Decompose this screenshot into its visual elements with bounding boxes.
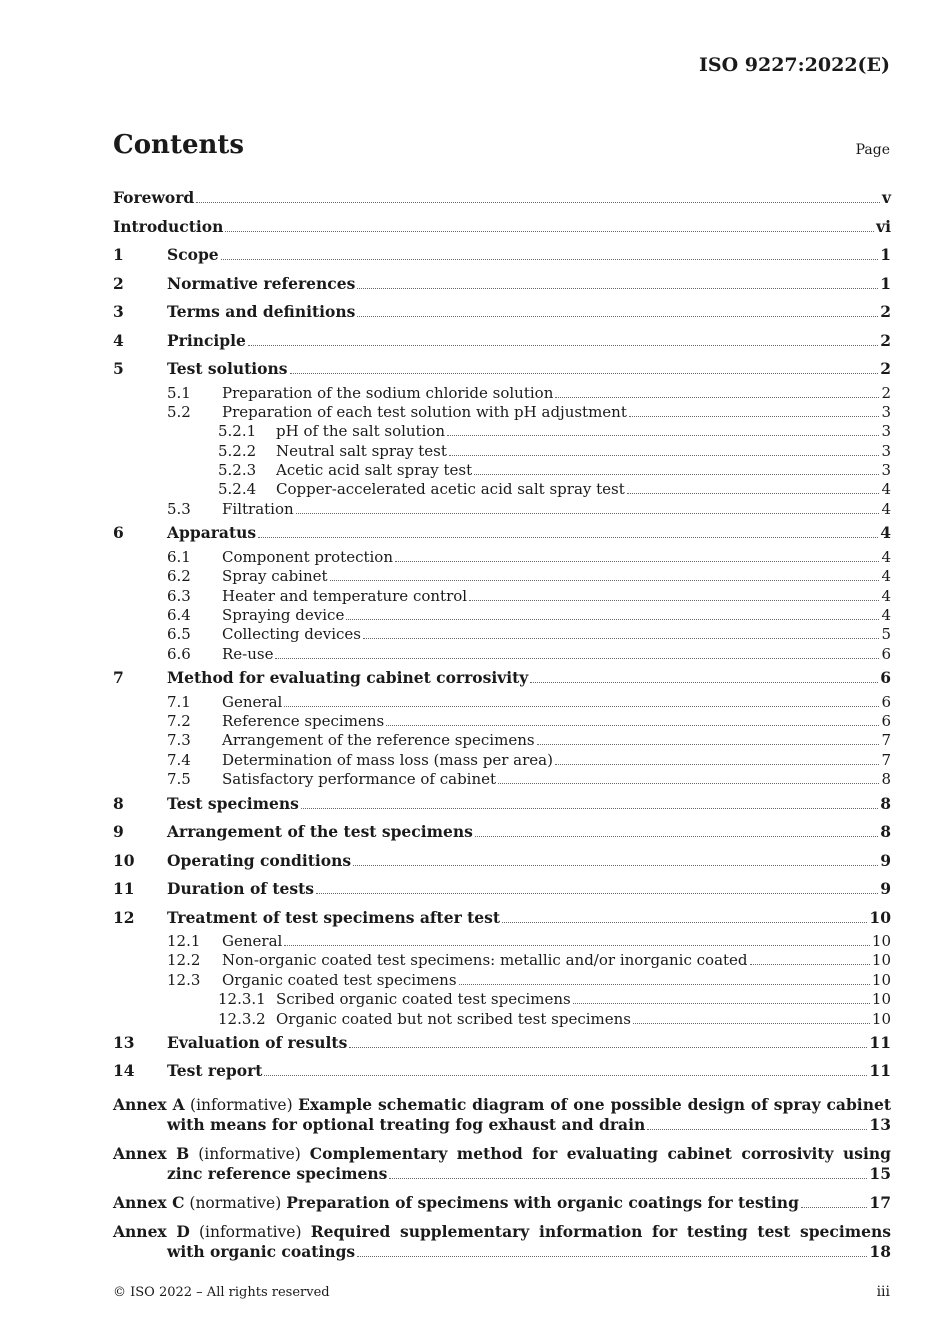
toc-entry-title: Apparatus xyxy=(167,523,257,543)
annex-label: Annex B xyxy=(113,1143,190,1163)
dot-leader xyxy=(258,537,878,538)
dot-leader xyxy=(386,725,879,726)
dot-leader xyxy=(330,580,880,581)
toc-entry-number: 5.2.4 xyxy=(218,480,257,499)
toc-entry-title: Test solutions xyxy=(167,359,288,378)
dot-leader xyxy=(537,744,880,745)
toc-entry-number: 6 xyxy=(113,523,124,543)
dot-leader xyxy=(357,316,878,317)
toc-entry-title: Filtration xyxy=(222,499,294,518)
toc-entry-page: 5 xyxy=(881,625,891,644)
dot-leader xyxy=(284,706,879,707)
toc-entry-number: 5.2.3 xyxy=(218,461,257,480)
toc-entry-title: Test report xyxy=(167,1061,263,1081)
dot-leader xyxy=(447,435,879,436)
toc-entry-page: 3 xyxy=(881,422,891,441)
toc-entry-page: 9 xyxy=(880,879,891,899)
annex-page: 15 xyxy=(869,1164,891,1184)
toc-entry[interactable] xyxy=(113,625,891,644)
toc-entry-number: 12.3 xyxy=(167,970,201,989)
toc-entry-title: Heater and temperature control xyxy=(222,586,468,605)
toc-entry[interactable] xyxy=(113,355,891,384)
toc-entry-title: Duration of tests xyxy=(167,879,315,899)
dot-leader xyxy=(395,561,879,562)
toc-entry-title: General xyxy=(222,692,283,711)
toc-entry-title: Organic coated but not scribed test specimens xyxy=(276,1009,631,1028)
toc-entry-page: 3 xyxy=(881,461,891,480)
annex-title-line2-row xyxy=(113,1115,891,1134)
table-of-contents xyxy=(113,184,891,1262)
toc-entry-title: Normative references xyxy=(167,273,356,293)
annex-heading-line xyxy=(113,1193,891,1213)
toc-entry[interactable] xyxy=(113,461,891,480)
toc-entry-page: 6 xyxy=(880,668,891,688)
dot-leader xyxy=(357,288,878,289)
dot-leader xyxy=(555,397,879,398)
toc-entry-title: Re-use xyxy=(222,644,274,663)
annex-type: (informative) xyxy=(198,1144,301,1163)
toc-entry-number: 7.2 xyxy=(167,711,191,730)
toc-entry-title: Method for evaluating cabinet corrosivity xyxy=(167,668,529,688)
dot-leader xyxy=(573,1003,870,1004)
toc-entry[interactable] xyxy=(113,548,891,567)
dot-leader xyxy=(284,945,870,946)
page-number: iii xyxy=(876,1284,890,1300)
toc-entry-title: Determination of mass loss (mass per area) xyxy=(222,750,553,769)
page-column-label: Page xyxy=(855,142,890,158)
toc-entry-page: 4 xyxy=(881,605,891,624)
toc-entry-title: pH of the salt solution xyxy=(276,422,446,441)
annex-title-line2-row xyxy=(113,1242,891,1261)
toc-entry[interactable] xyxy=(113,645,891,664)
annex-title-line2-row xyxy=(113,1164,891,1183)
toc-entry[interactable] xyxy=(113,500,891,519)
annex-label: Annex A xyxy=(113,1094,185,1114)
toc-entry-number: 5.2.2 xyxy=(218,441,257,460)
toc-entry-title: Evaluation of results xyxy=(167,1032,348,1052)
dot-leader xyxy=(357,1256,867,1257)
toc-entry-title: Non-organic coated test specimens: metallic and/or inorganic coated xyxy=(222,951,748,970)
toc-entry-number: 7.5 xyxy=(167,770,191,789)
toc-annex-entry[interactable] xyxy=(113,1095,891,1135)
annex-type: (informative) xyxy=(190,1095,293,1114)
toc-entry-page: 6 xyxy=(881,692,891,711)
toc-entry[interactable] xyxy=(113,606,891,625)
toc-entry[interactable] xyxy=(113,213,891,242)
toc-entry-title: Organic coated test specimens xyxy=(222,970,457,989)
toc-entry-number: 7.1 xyxy=(167,692,191,711)
toc-entry-page: 6 xyxy=(881,711,891,730)
toc-entry[interactable] xyxy=(113,971,891,990)
toc-entry-number: 5.2.1 xyxy=(218,422,257,441)
toc-entry-page: 10 xyxy=(871,970,891,989)
toc-entry-number: 6.2 xyxy=(167,567,191,586)
toc-entry-title: Neutral salt spray test xyxy=(276,441,447,460)
toc-entry-number: 7.3 xyxy=(167,731,191,750)
toc-entry-title: Operating conditions xyxy=(167,850,352,870)
toc-entry-title: Foreword xyxy=(113,188,195,207)
toc-entry-number: 3 xyxy=(113,302,124,321)
dot-leader xyxy=(349,1047,867,1048)
dot-leader xyxy=(647,1129,867,1130)
toc-entry-number: 6.6 xyxy=(167,644,191,663)
dot-leader xyxy=(196,202,880,203)
toc-entry-title: Spraying device xyxy=(222,605,345,624)
toc-entry-page: 9 xyxy=(880,850,891,870)
toc-entry-number: 12.3.2 xyxy=(218,1009,266,1028)
toc-entry-number: 6.3 xyxy=(167,586,191,605)
toc-entry-page: 7 xyxy=(881,731,891,750)
toc-entry-number: 7.4 xyxy=(167,750,191,769)
toc-entry-page: 4 xyxy=(881,586,891,605)
toc-entry[interactable] xyxy=(113,751,891,770)
dot-leader xyxy=(389,1178,867,1179)
toc-entry-title: Arrangement of the test specimens xyxy=(167,822,473,842)
toc-entry-title: Arrangement of the reference specimens xyxy=(222,731,535,750)
dot-leader xyxy=(469,600,879,601)
toc-entry[interactable] xyxy=(113,847,891,876)
dot-leader xyxy=(627,493,880,494)
toc-entry-number: 5.1 xyxy=(167,383,191,402)
dot-leader xyxy=(633,1023,870,1024)
toc-entry-title: Acetic acid salt spray test xyxy=(276,461,473,480)
toc-entry-page: 8 xyxy=(880,793,891,813)
dot-leader xyxy=(459,984,870,985)
dot-leader xyxy=(290,373,879,374)
toc-entry-number: 12.1 xyxy=(167,932,201,951)
toc-entry-title: Collecting devices xyxy=(222,625,361,644)
toc-entry-number: 4 xyxy=(113,330,124,350)
annex-title-line1: Complementary method for evaluating cabinet corrosivity using xyxy=(309,1143,891,1163)
toc-entry[interactable] xyxy=(113,442,891,461)
toc-entry[interactable] xyxy=(113,664,891,693)
toc-entry[interactable] xyxy=(113,712,891,731)
annex-page: 18 xyxy=(869,1242,891,1262)
toc-entry-page: 1 xyxy=(880,245,891,264)
annex-heading-line xyxy=(113,1144,891,1164)
toc-entry-page: 3 xyxy=(881,441,891,460)
toc-entry[interactable] xyxy=(113,422,891,441)
toc-entry[interactable] xyxy=(113,1010,891,1029)
toc-entry-number: 10 xyxy=(113,850,135,870)
annex-title-line2: with means for optional treating fog exhaust and drain xyxy=(167,1115,646,1135)
toc-entry-page: vi xyxy=(876,216,891,236)
toc-entry-title: Reference specimens xyxy=(222,711,385,730)
toc-entry-title: Scribed organic coated test specimens xyxy=(276,990,571,1009)
toc-entry-title: Scope xyxy=(167,245,219,264)
toc-entry[interactable] xyxy=(113,480,891,499)
toc-entry[interactable] xyxy=(113,567,891,586)
annex-label: Annex C xyxy=(113,1192,185,1212)
dot-leader xyxy=(629,416,880,417)
toc-entry[interactable] xyxy=(113,241,891,270)
toc-entry-page: 2 xyxy=(880,302,891,321)
toc-entry-page: 10 xyxy=(869,907,891,927)
page-title: Contents xyxy=(113,130,245,160)
dot-leader xyxy=(264,1075,867,1076)
toc-entry-number: 5.3 xyxy=(167,499,191,518)
toc-entry-title: Preparation of each test solution with pH adjustment xyxy=(222,402,627,421)
toc-entry[interactable] xyxy=(113,951,891,970)
toc-entry-number: 6.5 xyxy=(167,625,191,644)
toc-entry-page: 8 xyxy=(881,770,891,789)
annex-heading-line xyxy=(113,1222,891,1242)
dot-leader xyxy=(248,345,878,346)
toc-entry-number: 6.1 xyxy=(167,547,191,566)
toc-entry[interactable] xyxy=(113,693,891,712)
dot-leader xyxy=(750,964,870,965)
toc-entry[interactable] xyxy=(113,587,891,606)
toc-entry[interactable] xyxy=(113,384,891,403)
dot-leader xyxy=(530,682,878,683)
toc-entry-number: 11 xyxy=(113,879,135,899)
toc-entry[interactable] xyxy=(113,1057,891,1086)
toc-entry-number: 1 xyxy=(113,245,124,264)
dot-leader xyxy=(225,231,874,232)
annex-page: 17 xyxy=(869,1192,891,1212)
dot-leader xyxy=(353,865,878,866)
toc-entry[interactable] xyxy=(113,1029,891,1058)
toc-entry-page: 4 xyxy=(881,480,891,499)
toc-entry-number: 12.3.1 xyxy=(218,990,266,1009)
toc-entry-title: Treatment of test specimens after test xyxy=(167,907,501,927)
annex-title-line1: Preparation of specimens with organic coatings for testing xyxy=(286,1192,799,1212)
annex-heading-line xyxy=(113,1095,891,1115)
dot-leader xyxy=(474,474,879,475)
toc-entry-page: 11 xyxy=(869,1032,891,1052)
toc-entry[interactable] xyxy=(113,790,891,819)
toc-entry-page: 4 xyxy=(881,499,891,518)
toc-annex-entry[interactable] xyxy=(113,1222,891,1262)
toc-entry-title: General xyxy=(222,932,283,951)
toc-entry-page: 10 xyxy=(871,932,891,951)
toc-entry-number: 9 xyxy=(113,822,124,842)
toc-entry-page: 7 xyxy=(881,750,891,769)
toc-entry-number: 2 xyxy=(113,273,124,293)
annex-title-line2: with organic coatings xyxy=(167,1242,356,1262)
toc-entry[interactable] xyxy=(113,818,891,847)
toc-entry-number: 5 xyxy=(113,359,124,378)
copyright-footer: © ISO 2022 – All rights reserved xyxy=(113,1285,330,1300)
toc-entry-page: 10 xyxy=(871,990,891,1009)
toc-entry-title: Principle xyxy=(167,330,246,350)
annex-title-line1: Example schematic diagram of one possible design of spray cabinet xyxy=(298,1094,891,1114)
annex-type: (normative) xyxy=(189,1193,282,1212)
toc-entry[interactable] xyxy=(113,875,891,904)
toc-entry-number: 6.4 xyxy=(167,605,191,624)
toc-entry-title: Copper-accelerated acetic acid salt spray test xyxy=(276,480,625,499)
dot-leader xyxy=(502,922,867,923)
dot-leader xyxy=(316,893,878,894)
toc-entry-title: Introduction xyxy=(113,216,224,236)
toc-entry-page: 10 xyxy=(871,951,891,970)
dot-leader xyxy=(449,455,880,456)
toc-entry-title: Test specimens xyxy=(167,793,299,813)
dot-leader xyxy=(363,638,879,639)
toc-entry-number: 13 xyxy=(113,1032,135,1052)
toc-entry-number: 14 xyxy=(113,1061,135,1081)
toc-entry-page: 11 xyxy=(869,1061,891,1081)
dot-leader xyxy=(296,513,880,514)
toc-entry-page: 3 xyxy=(881,402,891,421)
toc-entry-number: 7 xyxy=(113,668,124,688)
toc-entry-page: 2 xyxy=(880,359,891,378)
dot-leader xyxy=(221,259,879,260)
annex-page: 13 xyxy=(869,1115,891,1135)
toc-entry[interactable] xyxy=(113,770,891,789)
toc-entry-page: 2 xyxy=(881,383,891,402)
annex-title-line2: zinc reference specimens xyxy=(167,1164,388,1184)
toc-entry-number: 12 xyxy=(113,907,135,927)
toc-entry[interactable] xyxy=(113,519,891,548)
toc-entry-number: 8 xyxy=(113,793,124,813)
toc-entry-number: 5.2 xyxy=(167,402,191,421)
toc-entry-page: 1 xyxy=(880,273,891,293)
dot-leader xyxy=(498,783,879,784)
dot-leader xyxy=(555,764,880,765)
dot-leader xyxy=(301,808,878,809)
toc-entry-title: Spray cabinet xyxy=(222,567,328,586)
toc-entry-title: Satisfactory performance of cabinet xyxy=(222,770,497,789)
toc-entry-page: 4 xyxy=(880,523,891,543)
toc-entry-page: 10 xyxy=(871,1009,891,1028)
annex-label: Annex D xyxy=(113,1222,190,1242)
toc-entry[interactable] xyxy=(113,270,891,299)
toc-entry[interactable] xyxy=(113,184,891,213)
annex-type: (informative) xyxy=(198,1223,302,1242)
toc-entry[interactable] xyxy=(113,403,891,422)
toc-entry-title: Component protection xyxy=(222,547,393,566)
toc-entry[interactable] xyxy=(113,904,891,933)
dot-leader xyxy=(475,836,878,837)
document-id: ISO 9227:2022(E) xyxy=(698,54,890,76)
toc-entry[interactable] xyxy=(113,932,891,951)
toc-entry[interactable] xyxy=(113,731,891,750)
toc-entry-page: v xyxy=(881,188,891,207)
toc-entry-number: 12.2 xyxy=(167,951,201,970)
annex-title-line1: Required supplementary information for testing test specimens xyxy=(310,1222,891,1242)
toc-entry-page: 4 xyxy=(881,567,891,586)
toc-entry-title: Preparation of the sodium chloride solution xyxy=(222,383,554,402)
toc-entry-page: 4 xyxy=(881,547,891,566)
dot-leader xyxy=(275,658,879,659)
toc-entry-page: 2 xyxy=(880,330,891,350)
toc-annex-entry[interactable] xyxy=(113,1144,891,1184)
toc-entry-page: 6 xyxy=(881,644,891,663)
toc-entry[interactable] xyxy=(113,990,891,1009)
toc-entry-page: 8 xyxy=(880,822,891,842)
toc-annex-entry[interactable] xyxy=(113,1193,891,1213)
dot-leader xyxy=(801,1207,868,1208)
dot-leader xyxy=(346,619,879,620)
toc-entry[interactable] xyxy=(113,327,891,356)
toc-entry[interactable] xyxy=(113,298,891,327)
toc-entry-title: Terms and definitions xyxy=(167,302,356,321)
